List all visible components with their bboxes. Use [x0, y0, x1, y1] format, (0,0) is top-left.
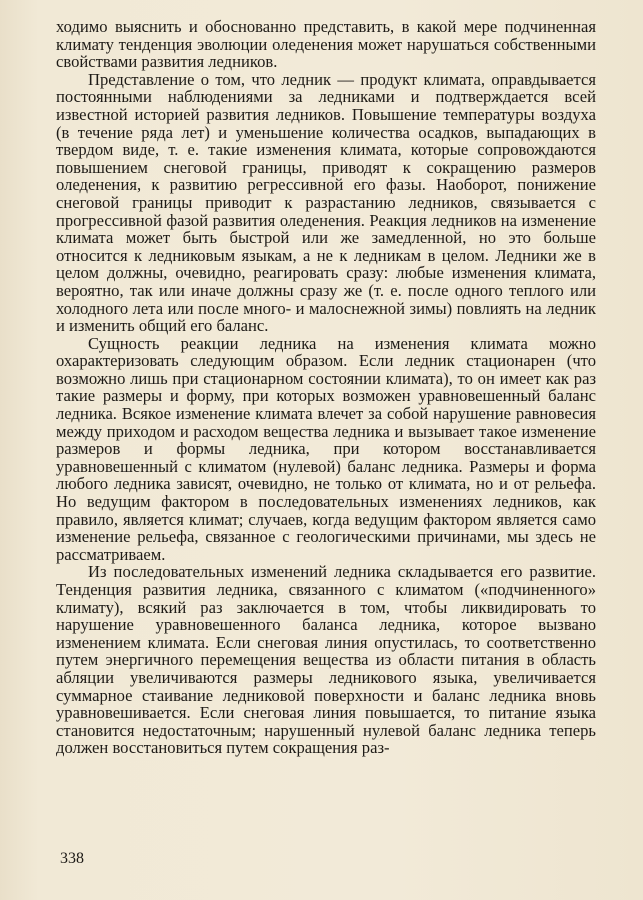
- paragraph: Из последовательных изменений ледника складывается его развитие. Тенденция развития ледника, связанного с климатом («подчиненного» климату), всякий раз заключается в том, чтобы ликвидировать то нарушение уравновешенного баланса ледника, которое вызвано изменением климата. Если снеговая линия опустилась, то соответственно путем энергичного перемещения вещества из области питания в область абляции увеличиваются размеры ледникового языка, увеличивается суммарное стаивание ледниковой поверхности и баланс ледника вновь уравновешивается. Если снеговая линия повышается, то питание языка становится недостаточным; нарушенный нулевой баланс ледника теперь должен восстановиться путем сокращения раз-: [56, 562, 596, 758]
- paragraph: ходимо выяснить и обоснованно представить, в какой мере подчиненная климату тенденция эволюции оледенения может нарушаться собственными свойствами развития ледников.: [56, 17, 596, 72]
- body-text: [56, 18, 596, 757]
- paragraph: Сущность реакции ледника на изменения климата можно охарактеризовать следующим образом. Если ледник стационарен (что возможно лишь при стационарном состоянии климата), то он имеет как раз такие размеры и форму, при которых возможен уравновешенный баланс ледника. Всякое изменение климата влечет за собой нарушение равновесия между приходом и расходом вещества ледника и вызывает такое изменение размеров и формы ледника, при котором восстанавливается уравновешенный с климатом (нулевой) баланс ледника. Размеры и форма любого ледника зависят, очевидно, не только от климата, но и от рельефа. Но ведущим фактором в последовательных изменениях ледников, как правило, является климат; случаев, когда ведущим фактором является само изменение рельефа, связанное с геологическими причинами, мы здесь не рассматриваем.: [56, 333, 596, 564]
- paragraph: Представление о том, что ледник — продукт климата, оправдывается постоянными наблюдениями за ледниками и подтверждается всей известной историей развития ледников. Повышение температуры воздуха (в течение ряда лет) и уменьшение количества осадков, выпадающих в твердом виде, т. е. такие изменения климата, которые сопровождаются повышением снеговой границы, приводят к сокращению размеров оледенения, к развитию регрессивной его фазы. Наоборот, понижение снеговой границы приводит к разрастанию ледников, связывается с прогрессивной фазой развития оледенения. Реакция ледников на изменение климата может быть быстрой или же замедленной, но это больше относится к ледниковым языкам, а не к ледникам в целом. Ледники же в целом должны, очевидно, реагировать сразу: любые изменения климата, вероятно, так или иначе должны сразу же (т. е. после одного теплого или холодного лета или после много- и малоснежной зимы) повлиять на ледник и изменить общий его баланс.: [56, 69, 596, 336]
- page-number: 338: [60, 850, 84, 867]
